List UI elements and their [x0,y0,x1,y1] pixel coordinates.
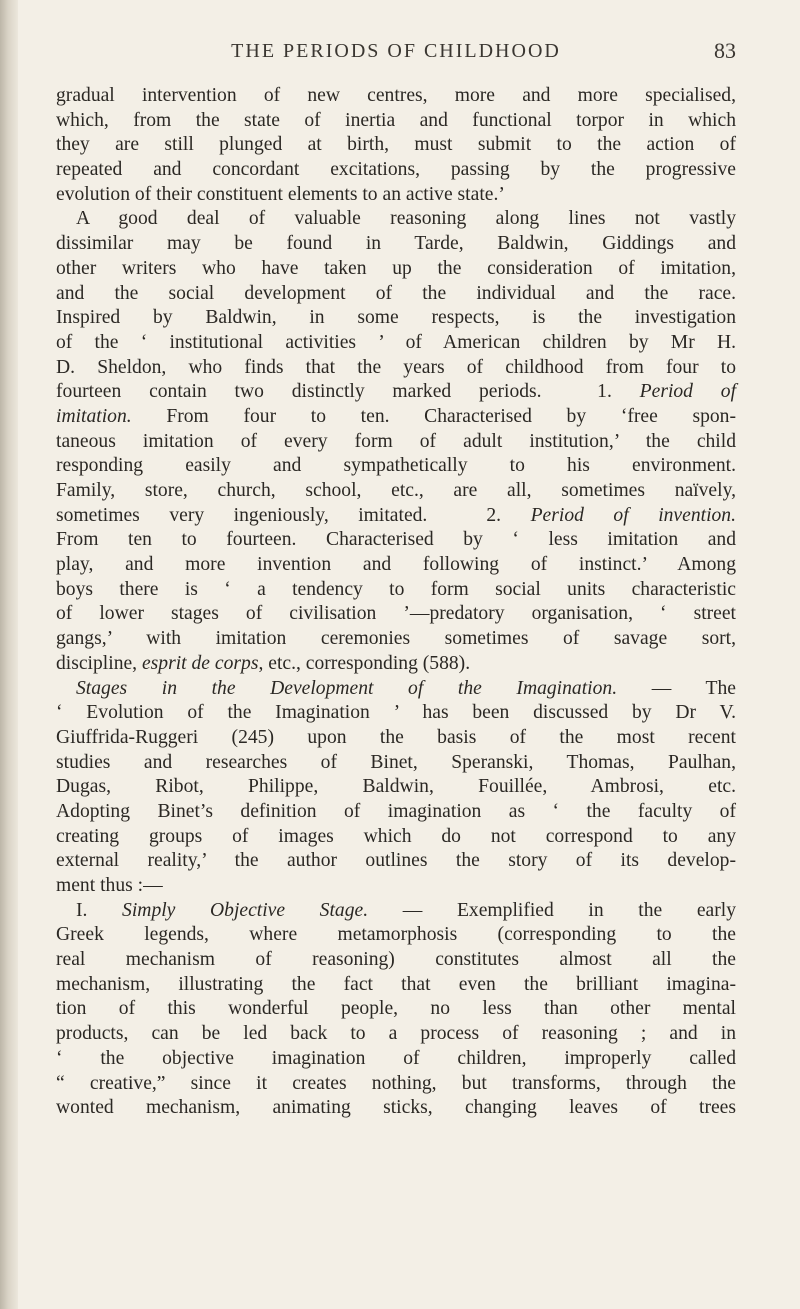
text-line: Greek legends, where metamorphosis (corresponding to the [56,924,736,946]
text-line: fourteen contain two distinctly marked periods. 1. Period of [56,381,737,403]
text-line: “ creative,” since it creates nothing, but transforms, through the [56,1072,736,1094]
text-line: ment thus :— [56,875,163,896]
page-header [56,40,736,70]
text-line: imitation. From four to ten. Characterised by ‘free spon- [56,405,736,427]
text-line: responding easily and sympathetically to his environment. [56,455,736,477]
text-line: and the social development of the individual and the race. [56,282,736,304]
text-line: taneous imitation of every form of adult institution,’ the child [56,430,736,452]
text-line: repeated and concordant excitations, passing by the progressive [56,159,736,181]
period-heading: imitation. [56,405,132,427]
text-line: dissimilar may be found in Tarde, Baldwin, Giddings and [56,233,736,255]
text-line: Family, store, church, school, etc., are all, sometimes naïvely, [56,480,736,501]
text-line: Dugas, Ribot, Philippe, Baldwin, Fouillée, Ambrosi, etc. [56,776,736,798]
text-line: mechanism, illustrating the fact that even the brilliant imagina- [56,973,736,995]
text-line: external reality,’ the author outlines the story of its develop- [56,850,736,872]
period-heading: Period of invention. [530,504,737,526]
text-line: Adopting Binet’s definition of imagination as ‘ the faculty of [56,800,736,822]
text-line: Giuffrida-Ruggeri (245) upon the basis of the most recent [56,726,736,748]
text-line: ‘ the objective imagination of children, improperly called [56,1047,736,1069]
text-line: real mechanism of reasoning) constitutes almost all the [56,949,736,971]
text-line: which, from the state of inertia and functional torpor in which [56,109,736,131]
text-line: products, can be led back to a process of reasoning ; and in [56,1023,736,1045]
text-line: creating groups of images which do not correspond to any [56,825,736,847]
period-heading: Period of [639,381,737,403]
text-line: tion of this wonderful people, no less than other mental [56,998,736,1020]
italic-phrase: esprit de corps [141,652,259,674]
text-line: other writers who have taken up the consideration of imitation, [56,257,736,279]
page-number: 83 [714,38,736,63]
text-line: gradual intervention of new centres, more and more specialised, [56,85,736,106]
section-heading-line: Stages in the Development of the Imagination. — The [76,677,736,699]
text-line: sometimes very ingeniously, imitated. 2. Period of invention. [56,504,737,526]
text-line: they are still plunged at birth, must submit to the action of [56,134,736,156]
text-line: studies and researches of Binet, Speranski, Thomas, Paulhan, [56,751,736,773]
text-line: Inspired by Baldwin, in some respects, is the investigation [56,307,736,329]
stage-heading-line: I. Simply Objective Stage. — Exemplified in the early [76,899,736,921]
section-heading: Stages in the Development of the Imagination. [76,677,618,699]
body-text [56,84,736,1121]
text-line: From ten to fourteen. Characterised by ‘ less imitation and [56,529,736,551]
paragraph-start: A good deal of valuable reasoning along lines not vastly [76,208,736,230]
book-gutter-shadow [0,0,18,1309]
text-line: gangs,’ with imitation ceremonies sometimes of savage sort, [56,628,736,650]
text-line: boys there is ‘ a tendency to form social units characteristic [56,578,736,600]
text-line: ‘ Evolution of the Imagination ’ has been discussed by Dr V. [56,702,736,724]
text-line: evolution of their constituent elements to an active state.’ [56,183,505,205]
text-line: of lower stages of civilisation ’—predatory organisation, ‘ street [56,603,736,625]
text-line: D. Sheldon, who finds that the years of childhood from four to [56,356,736,378]
text-line: discipline, esprit de corps, etc., corresponding (588). [56,652,471,674]
running-head: THE PERIODS OF CHILDHOOD [231,40,561,62]
text-line: of the ‘ institutional activities ’ of American children by Mr H. [56,331,736,353]
text-line: wonted mechanism, animating sticks, changing leaves of trees [56,1097,736,1119]
text-line: play, and more invention and following of instinct.’ Among [56,554,736,576]
stage-heading: Simply Objective Stage. [122,899,369,921]
